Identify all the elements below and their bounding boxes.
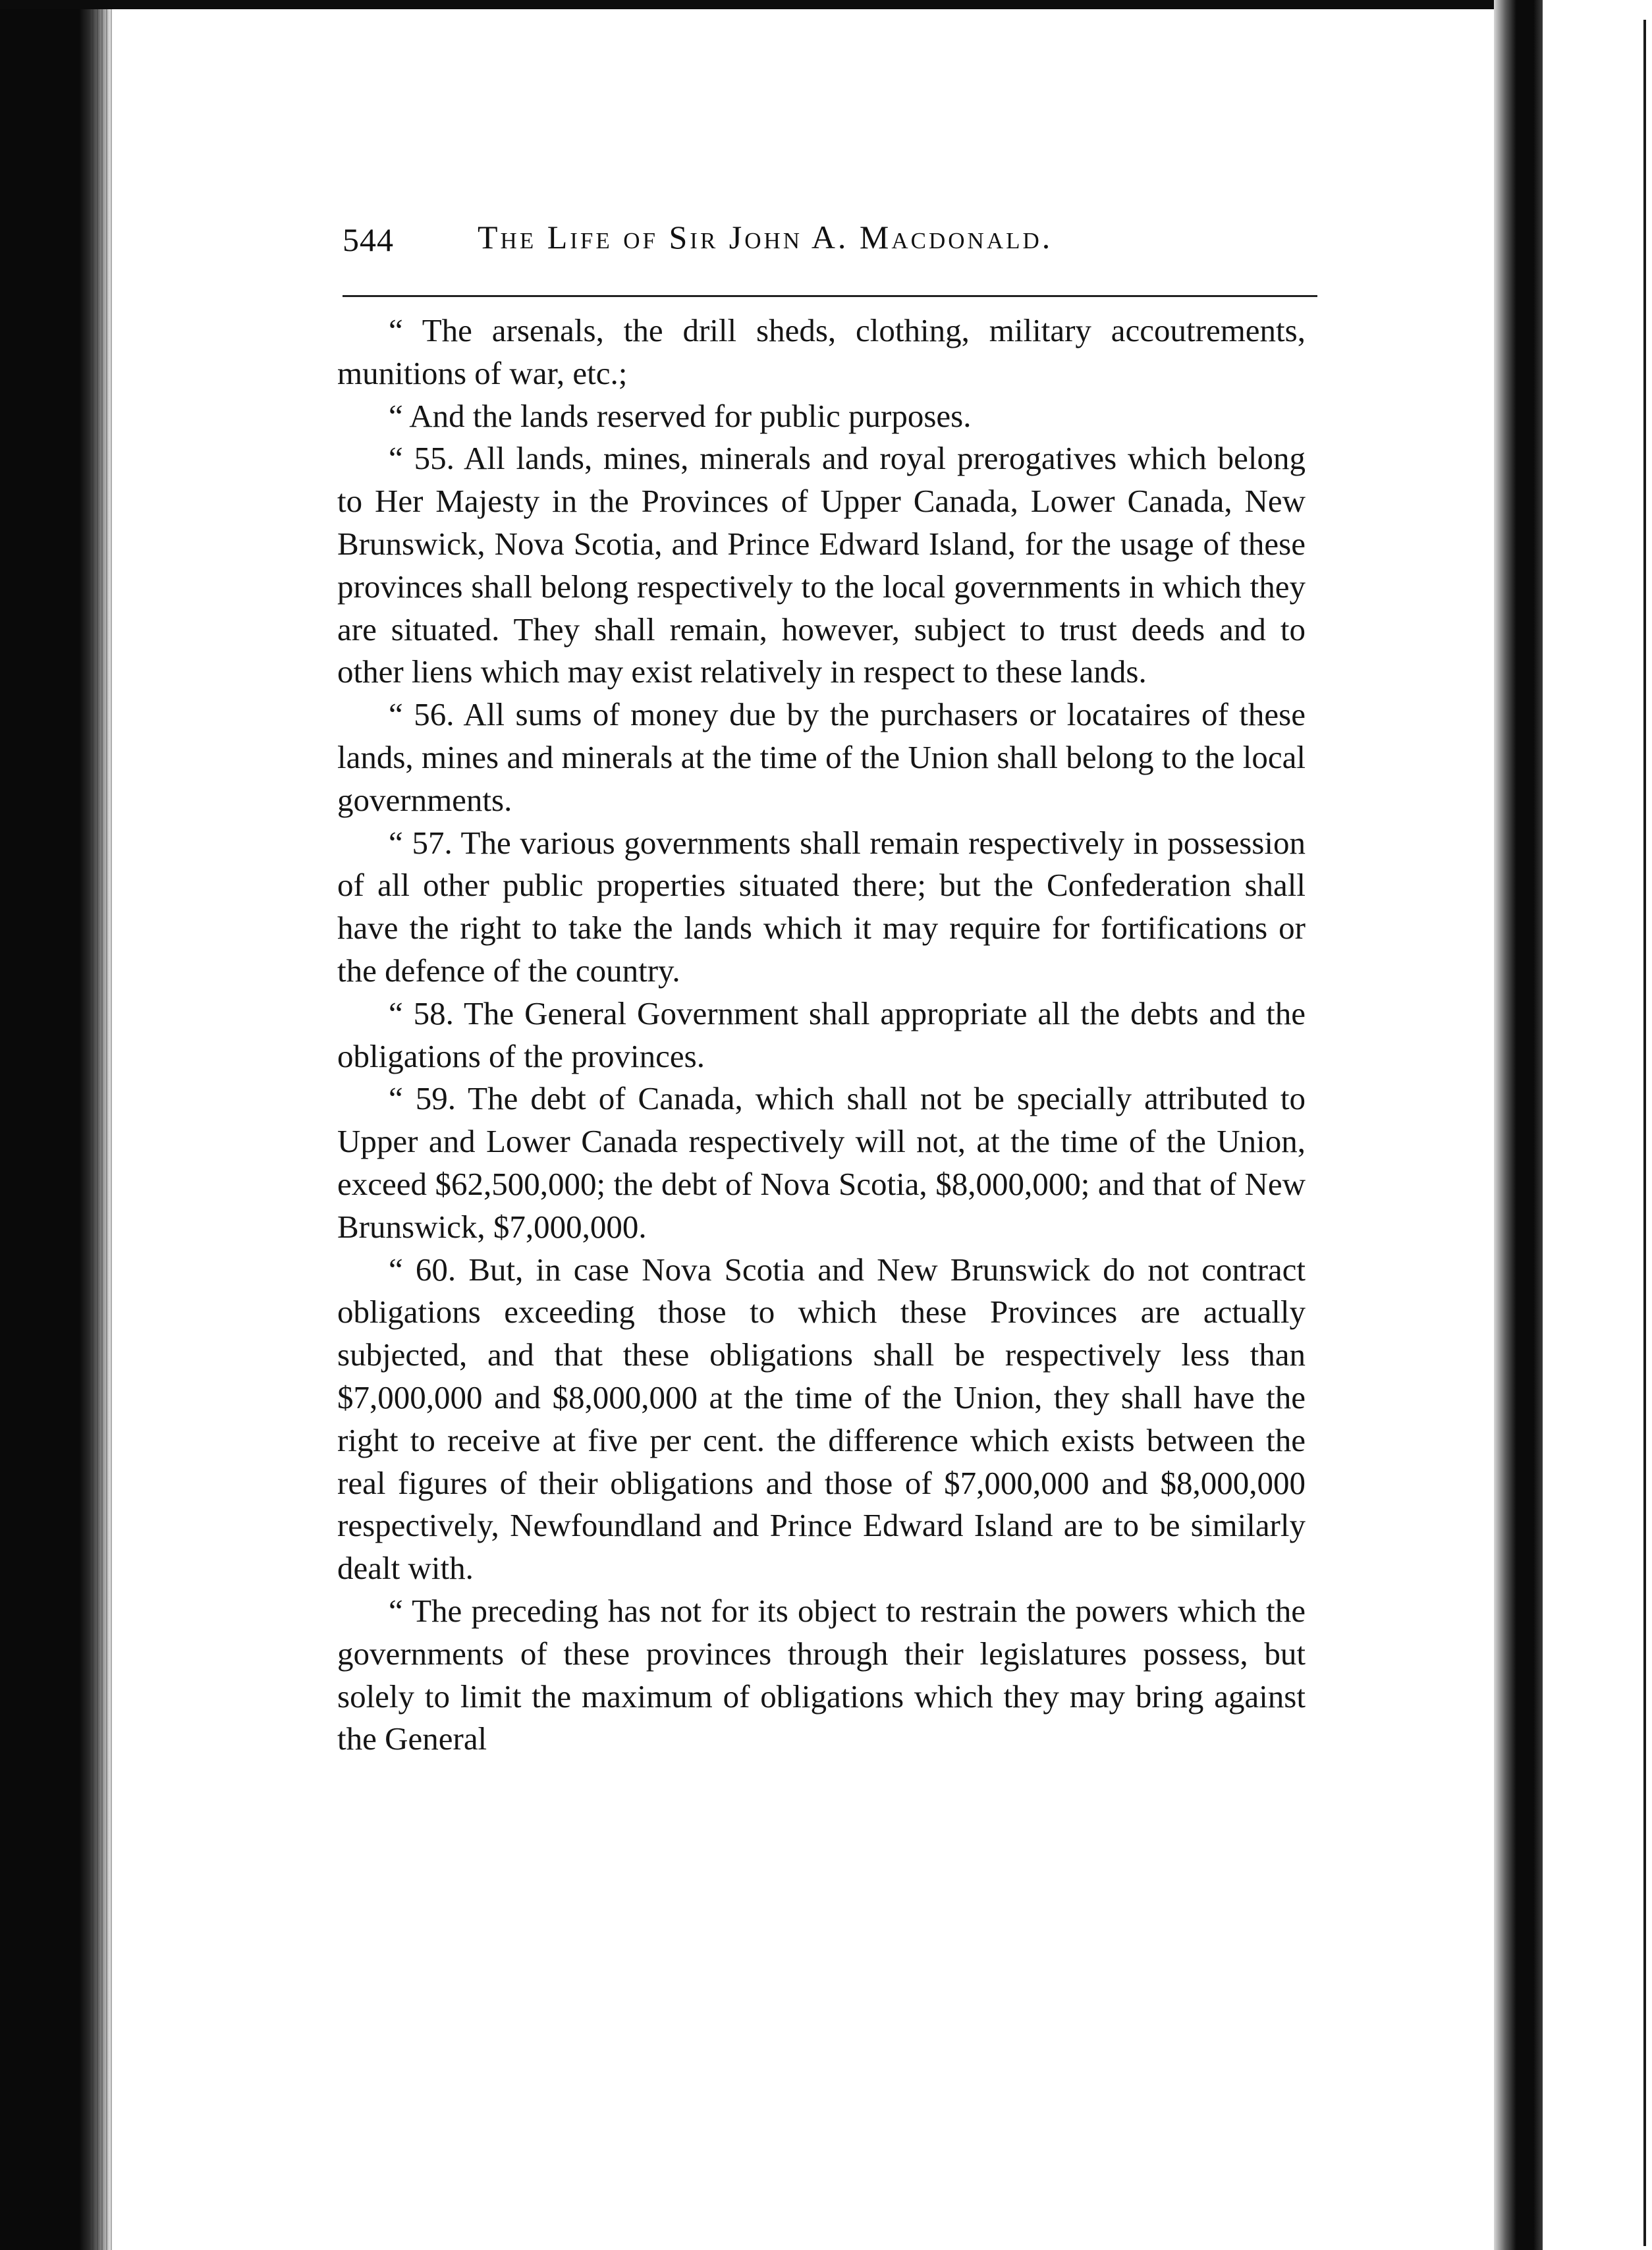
paragraph: “ 57. The various governments shall remain respectively in possession of all other public properties situated there; but the Confederation shall have the right to take the lands which it may require for fortifications or the defence of the country. bbox=[337, 824, 1306, 989]
header-rule bbox=[343, 295, 1317, 297]
paragraph: “ 56. All sums of money due by the purchasers or locataires of these lands, mines and minerals at the time of the Union shall belong to the local governments. bbox=[337, 696, 1306, 818]
adjacent-page-margin bbox=[1543, 0, 1652, 2250]
page-number: 544 bbox=[343, 221, 394, 258]
binding-page-edges bbox=[92, 0, 112, 2250]
paragraph: “ And the lands reserved for public purposes. bbox=[389, 397, 972, 434]
paragraph: “ The arsenals, the drill sheds, clothing, military accoutrements, munitions of war, etc.; bbox=[337, 312, 1306, 391]
paragraph: “ 58. The General Government shall appropriate all the debts and the obligations of the provinces. bbox=[337, 995, 1306, 1074]
page-header bbox=[343, 207, 1317, 273]
scan-edge-top bbox=[0, 0, 1652, 9]
paragraph: “ 55. All lands, mines, minerals and royal prerogatives which belong to Her Majesty in the Provinces of Upper Canada, Lower Canada, New Brunswick, Nova Scotia, and Prince Edward Island, for the usage of these provinces shall belong respectively to the local governments in which they are situated. They shall remain, however, subject to trust deeds and to other liens which may exist relatively in respect to these lands. bbox=[337, 440, 1306, 690]
fore-edge-right bbox=[1494, 0, 1543, 2250]
body-text bbox=[337, 310, 1306, 1761]
paragraph: “ The preceding has not for its object to restrain the powers which the governments of these provinces through their legislatures possess, but solely to limit the maximum of obligations which they may bring against the General bbox=[337, 1592, 1306, 1757]
adjacent-page-edge bbox=[1643, 20, 1646, 2246]
paragraph: “ 60. But, in case Nova Scotia and New Brunswick do not contract obligations exceeding those to which these Provinces are actually subjected, and that these obligations shall be respectively less than $7,000,000 and $8,000,000 at the time of the Union, they shall have the right to receive at five per cent. the difference which exists between the real figures of their obligations and those of $7,000,000 and $8,000,000 respectively, Newfoundland and Prince Edward Island are to be similarly dealt with. bbox=[337, 1251, 1306, 1587]
running-head: The Life of Sir John A. Macdonald. bbox=[478, 219, 1053, 256]
paragraph: “ 59. The debt of Canada, which shall not be specially attributed to Upper and Lower Canada respectively will not, at the time of the Union, exceed $62,500,000; the debt of Nova Scotia, $8,000,000; and that of New Brunswick, $7,000,000. bbox=[337, 1080, 1306, 1245]
